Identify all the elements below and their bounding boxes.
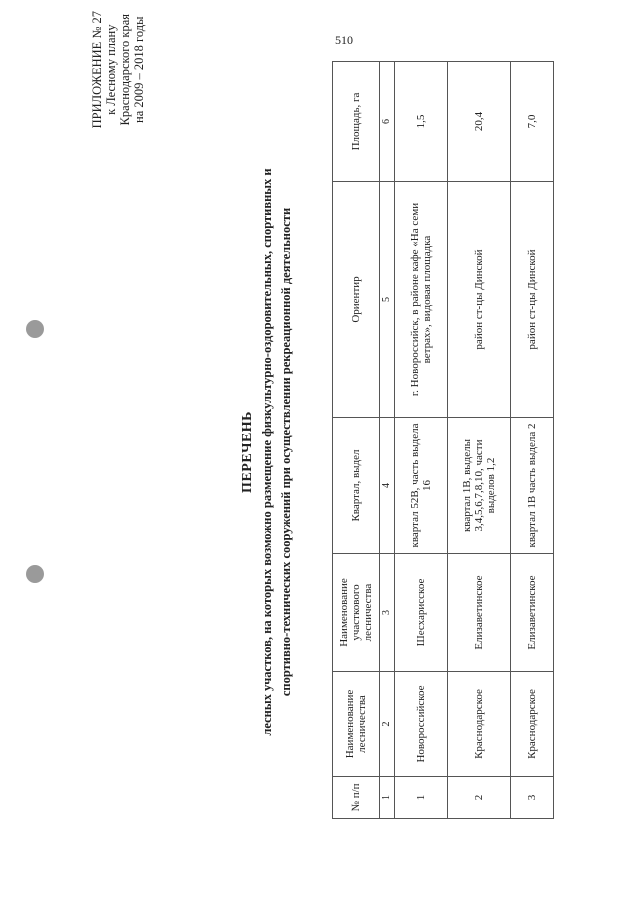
- cell-area: 20,4: [448, 62, 511, 182]
- cell-forestry: Краснодарское: [448, 672, 511, 777]
- cell-quarter: квартал 1В часть выдела 2: [511, 418, 554, 554]
- cell-landmark: район ст-цы Динской: [511, 182, 554, 418]
- cell-district-forestry: Елизаветинское: [511, 554, 554, 672]
- annex-line-3: Краснодарского края: [118, 13, 132, 126]
- cell-number: 3: [511, 777, 554, 819]
- title-line-1: лесных участков, на которых возможно размещение физкультурно-оздоровительных, спортивных и: [260, 168, 274, 736]
- table-header-row: [333, 62, 380, 819]
- rotated-page-content: [90, 7, 550, 897]
- column-number: 6: [380, 62, 395, 182]
- cell-district-forestry: Шесхарисское: [395, 554, 448, 672]
- column-number: 1: [380, 777, 395, 819]
- header-cell: Квартал, выдел: [333, 418, 380, 554]
- cell-number: 1: [395, 777, 448, 819]
- cell-district-forestry: Елизаветинское: [448, 554, 511, 672]
- table-row: [511, 62, 554, 819]
- header-cell: Площадь, га: [333, 62, 380, 182]
- cell-forestry: Новороссийское: [395, 672, 448, 777]
- cell-landmark: район ст-цы Динской: [448, 182, 511, 418]
- cell-landmark: г. Новороссийск, в районе кафе «На семи ветрах», видовая площадка: [395, 182, 448, 418]
- column-number: 3: [380, 554, 395, 672]
- cell-number: 2: [448, 777, 511, 819]
- punch-hole-top: [26, 320, 44, 338]
- table-row: [448, 62, 511, 819]
- header-cell: Наименование лесничества: [333, 672, 380, 777]
- page-number: 510: [335, 33, 353, 47]
- document-title: [240, 7, 294, 897]
- cell-forestry: Краснодарское: [511, 672, 554, 777]
- column-number-row: [380, 62, 395, 819]
- table-row: [395, 62, 448, 819]
- annex-line-1: ПРИЛОЖЕНИЕ № 27: [90, 11, 104, 129]
- column-number: 4: [380, 418, 395, 554]
- header-cell: № п/п: [333, 777, 380, 819]
- sites-table: [332, 61, 554, 819]
- cell-area: 7,0: [511, 62, 554, 182]
- annex-line-4: на 2009 – 2018 годы: [132, 16, 146, 123]
- title-heading: ПЕРЕЧЕНЬ: [240, 411, 255, 493]
- cell-area: 1,5: [395, 62, 448, 182]
- column-number: 2: [380, 672, 395, 777]
- cell-quarter: квартал 52В, часть выдела 16: [395, 418, 448, 554]
- title-line-2: спортивно-технических сооружений при осуществлении рекреационной деятельности: [279, 207, 293, 697]
- punch-hole-bottom: [26, 565, 44, 583]
- header-cell: Ориентир: [333, 182, 380, 418]
- cell-quarter: квартал 1В, выделы 3,4,5,6,7,8,10, части выделов 1,2: [448, 418, 511, 554]
- annex-line-2: к Лесному плану: [104, 24, 118, 115]
- column-number: 5: [380, 182, 395, 418]
- header-cell: Наименование участкового лесничества: [333, 554, 380, 672]
- annex-block: [90, 11, 146, 128]
